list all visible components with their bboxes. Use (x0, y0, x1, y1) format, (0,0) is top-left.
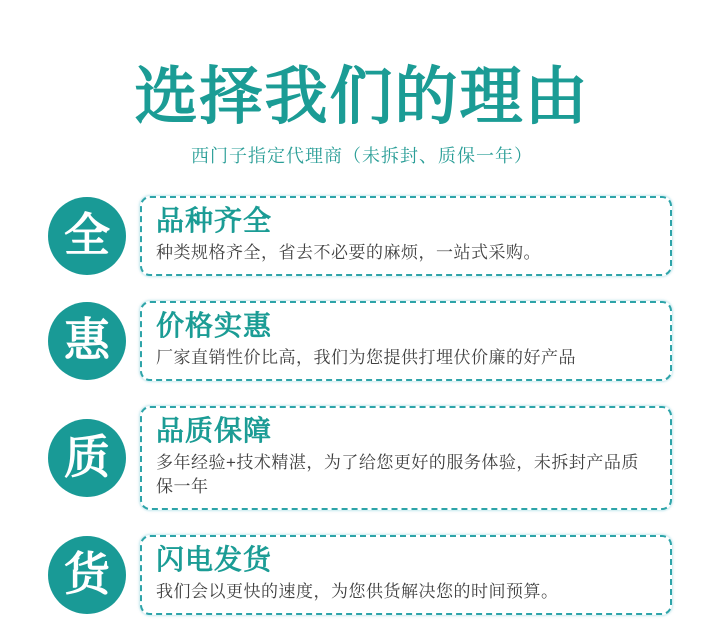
reason-title: 闪电发货 (156, 543, 273, 575)
reason-row-quality (48, 406, 672, 510)
reason-card-shipping (140, 535, 672, 615)
badge-huo-icon: 货 (48, 536, 126, 614)
reason-title: 价格实惠 (156, 310, 273, 342)
badge-zhi-icon: 质 (48, 419, 126, 497)
page-title: 选择我们的理由 (134, 62, 590, 132)
reason-title: 品种齐全 (156, 205, 273, 237)
reason-title: 品质保障 (156, 415, 273, 447)
reason-card-variety (140, 196, 672, 276)
reason-desc: 厂家直销性价比高，我们为您提供打埋伏价廉的好产品 (156, 348, 576, 368)
reason-row-variety (48, 196, 672, 276)
reason-desc: 种类规格齐全，省去不必要的麻烦，一站式采购。 (156, 243, 541, 263)
badge-hui-icon: 惠 (48, 302, 126, 380)
reason-row-price (48, 301, 672, 381)
page-subtitle: 西门子指定代理商（未拆封、质保一年） (191, 146, 533, 167)
reason-card-quality (140, 406, 672, 510)
badge-quan-icon: 全 (48, 197, 126, 275)
reason-list (0, 196, 724, 615)
reason-desc: 我们会以更快的速度，为您供货解决您的时间预算。 (156, 582, 559, 602)
page-header (0, 0, 724, 168)
reason-desc: 多年经验+技术精湛，为了给您更好的服务体验，未拆封产品质保一年 (156, 453, 639, 497)
reason-card-price (140, 301, 672, 381)
reason-row-shipping (48, 535, 672, 615)
